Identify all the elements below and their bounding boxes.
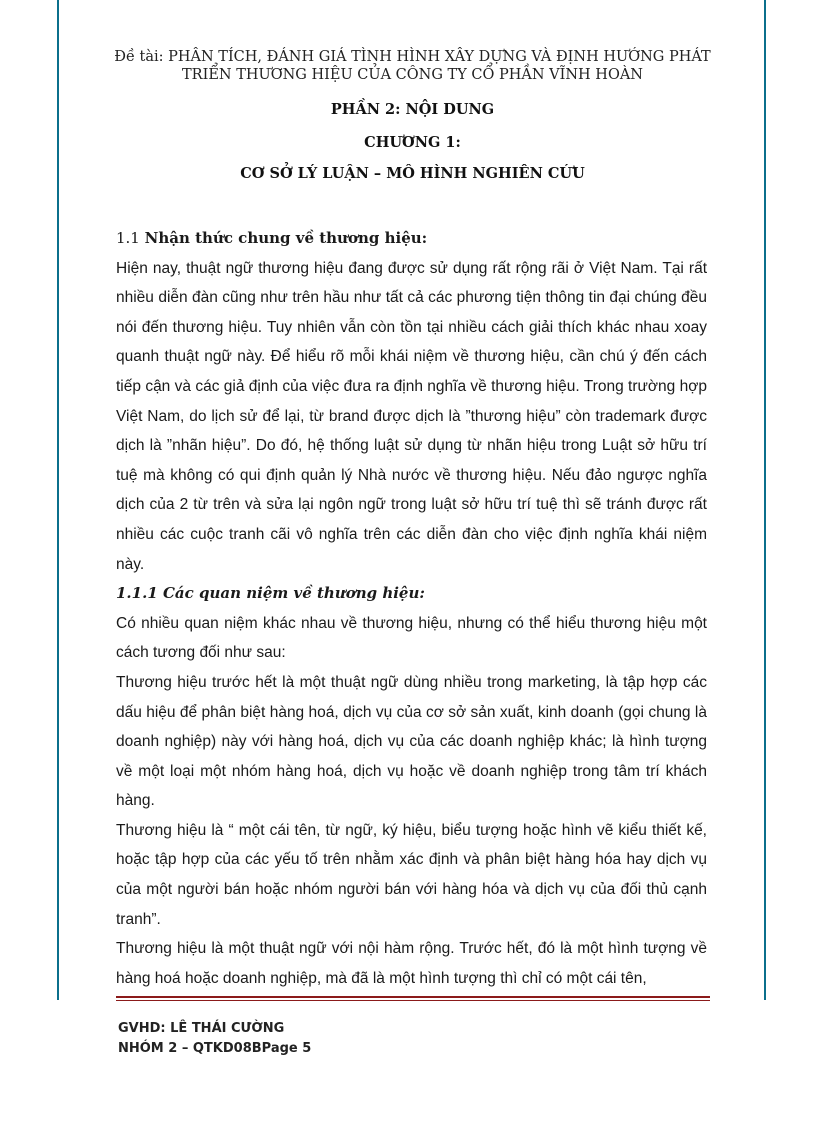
page-header [80,48,745,84]
header-line-1: Đề tài: PHÂN TÍCH, ĐÁNH GIÁ TÌNH HÌNH XÂY DỰNG VÀ ĐỊNH HƯỚNG PHÁT [114,49,711,65]
footer-rule [116,996,710,1001]
chapter-subtitle: CƠ SỞ LÝ LUẬN – MÔ HÌNH NGHIÊN CỨU [240,165,585,182]
part-title: PHẦN 2: NỘI DUNG [330,101,495,118]
page-footer [118,1019,311,1059]
footer-group-page: NHÓM 2 – QTKD08BPage 5 [118,1041,312,1056]
paragraph-4: Thương hiệu là “ một cái tên, từ ngữ, ký hiệu, biểu tượng hoặc hình vẽ kiểu thiết kế, hoặc tập hợp của các yếu tố trên nhằm xác định và phân biệt hàng hóa hay dịch vụ của một người bán hoặc nhóm người bán với hàng hóa và dịch vụ của đối thủ cạnh tranh”. [116,821,707,928]
section-heading [116,224,707,254]
paragraph-5: Thương hiệu là một thuật ngữ với nội hàm rộng. Trước hết, đó là một hình tượng về hàng hoá hoặc doanh nghiệp, mà đã là một hình tượng thì chỉ có một cái tên, [116,940,707,987]
paragraph-1: Hiện nay, thuật ngữ thương hiệu đang được sử dụng rất rộng rãi ở Việt Nam. Tại rất nhiều diễn đàn cũng như trên hầu như tất cả các phương tiện thông tin đại chúng đều nói đến thương hiệu. Tuy nhiên vẫn còn tồn tại nhiều cách giải thích khác nhau xoay quanh thuật ngữ này. Để hiểu rõ mỗi khái niệm về thương hiệu, cần chú ý đến cách tiếp cận và các giả định của việc đưa ra định nghĩa về thương hiệu. Trong trường hợp Việt Nam, do lịch sử để lại, từ brand được dịch là ”thương hiệu” còn trademark được dịch là ”nhãn hiệu”. Do đó, hệ thống luật sử dụng từ nhãn hiệu trong Luật sở hữu trí tuệ mà không có qui định quản lý Nhà nước về thương hiệu. Nếu đảo ngược nghĩa dịch của 2 từ trên và sửa lại ngôn ngữ trong luật sở hữu trí tuệ thì sẽ tránh được rất nhiều các cuộc tranh cãi vô nghĩa trên các diễn đàn cho việc định nghĩa khái niệm này. [116,259,707,573]
chapter-title: CHƯƠNG 1: [364,134,461,151]
paragraph-3: Thương hiệu trước hết là một thuật ngữ dùng nhiều trong marketing, là tập hợp các dấu hiệu để phân biệt hàng hoá, dịch vụ của cơ sở sản xuất, kinh doanh (gọi chung là doanh nghiệp) này với hàng hoá, dịch vụ của các doanh nghiệp khác; là hình tượng về một loại một nhóm hàng hoá, dịch vụ hoặc về doanh nghiệp trong tâm trí khách hàng. [116,673,707,810]
section-title: Nhận thức chung về thương hiệu: [144,229,428,247]
document-body [116,224,707,993]
subsection-heading: 1.1.1 Các quan niệm về thương hiệu: [116,584,425,603]
header-line-2: TRIỂN THƯƠNG HIỆU CỦA CÔNG TY CỔ PHẦN VĨNH HOÀN [182,67,643,83]
footer-instructor: GVHD: LÊ THÁI CƯỜNG [118,1021,285,1036]
paragraph-2: Có nhiều quan niệm khác nhau về thương hiệu, nhưng có thể hiểu thương hiệu một cách tương đối như sau: [116,614,707,662]
section-number: 1.1 [116,229,145,247]
